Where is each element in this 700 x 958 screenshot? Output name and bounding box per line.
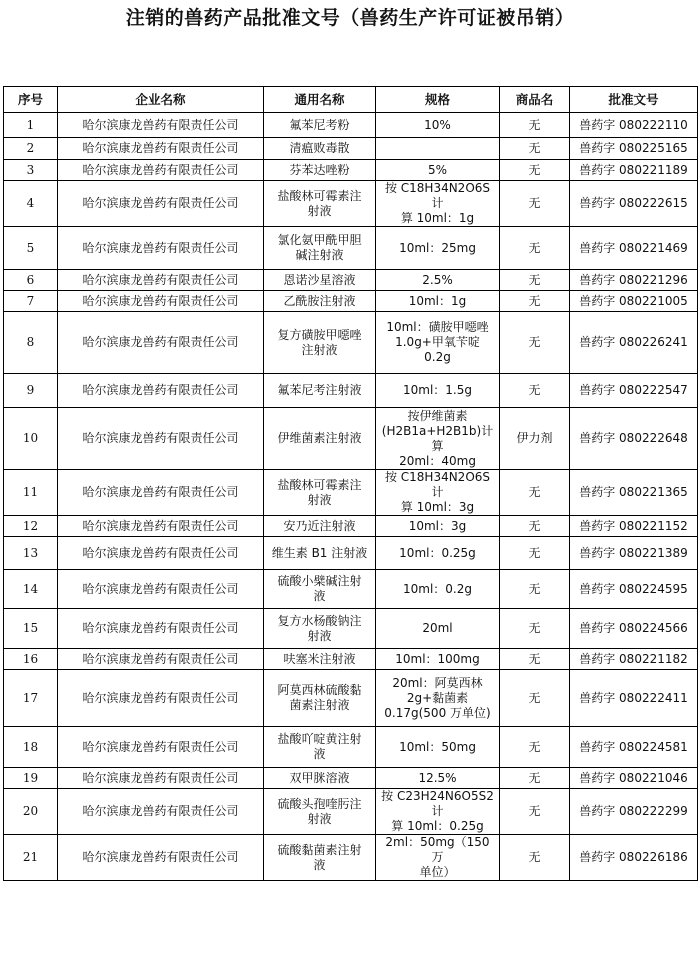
brand-name-cell: 无 — [500, 227, 570, 270]
brand-name-cell: 无 — [500, 670, 570, 727]
spec-cell — [376, 138, 500, 160]
row-number-cell: 5 — [4, 227, 58, 270]
approval-number-cell: 兽药字 080221182 — [570, 649, 698, 670]
approval-number-cell: 兽药字 080221046 — [570, 768, 698, 789]
generic-name-cell — [264, 570, 376, 609]
table-row — [4, 113, 698, 138]
table-row — [4, 789, 698, 835]
approval-number-cell: 兽药字 080221365 — [570, 470, 698, 516]
row-number-cell: 16 — [4, 649, 58, 670]
approval-number-cell: 兽药字 080224581 — [570, 727, 698, 768]
generic-name-cell — [264, 516, 376, 537]
brand-name-cell: 无 — [500, 727, 570, 768]
spec-cell-line: 10ml：0.25g — [399, 545, 476, 560]
header-company: 企业名称 — [58, 87, 264, 113]
approval-number-cell: 兽药字 080221389 — [570, 537, 698, 570]
brand-name-cell: 无 — [500, 160, 570, 181]
spec-cell-line: (H2B1a+H2B1b)计算 — [381, 423, 494, 453]
company-name-cell: 哈尔滨康龙兽药有限责任公司 — [58, 408, 264, 470]
generic-name-cell — [264, 291, 376, 312]
generic-name-cell — [264, 113, 376, 138]
company-name-cell: 哈尔滨康龙兽药有限责任公司 — [58, 270, 264, 291]
generic-name-cell — [264, 408, 376, 470]
generic-name-cell — [264, 670, 376, 727]
table-body — [4, 113, 698, 881]
spec-cell-line: 20ml：阿莫西林 — [392, 675, 483, 690]
spec-cell — [376, 181, 500, 227]
generic-name-cell-line: 射液 — [307, 811, 332, 826]
spec-cell — [376, 408, 500, 470]
spec-cell-line: 2.5% — [422, 272, 453, 287]
generic-name-cell — [264, 160, 376, 181]
company-name-cell: 哈尔滨康龙兽药有限责任公司 — [58, 374, 264, 408]
generic-name-cell-line: 盐酸林可霉素注 — [277, 477, 362, 492]
generic-name-cell-line: 复方磺胺甲噁唑 — [277, 327, 362, 342]
table-row — [4, 181, 698, 227]
generic-name-cell — [264, 470, 376, 516]
company-name-cell: 哈尔滨康龙兽药有限责任公司 — [58, 181, 264, 227]
header-approval-no: 批准文号 — [570, 87, 698, 113]
row-number-cell: 8 — [4, 312, 58, 374]
row-number-cell: 12 — [4, 516, 58, 537]
generic-name-cell-line: 清瘟败毒散 — [289, 141, 350, 155]
generic-name-cell-line: 射液 — [307, 203, 332, 218]
generic-name-cell-line: 液 — [313, 747, 326, 761]
company-name-cell: 哈尔滨康龙兽药有限责任公司 — [58, 570, 264, 609]
company-name-cell: 哈尔滨康龙兽药有限责任公司 — [58, 727, 264, 768]
generic-name-cell — [264, 138, 376, 160]
table-row — [4, 516, 698, 537]
company-name-cell: 哈尔滨康龙兽药有限责任公司 — [58, 138, 264, 160]
approval-number-cell: 兽药字 080222547 — [570, 374, 698, 408]
table-header-row — [4, 87, 698, 113]
spec-cell — [376, 374, 500, 408]
table-row — [4, 291, 698, 312]
approval-number-cell: 兽药字 080221005 — [570, 291, 698, 312]
spec-cell — [376, 270, 500, 291]
company-name-cell: 哈尔滨康龙兽药有限责任公司 — [58, 291, 264, 312]
generic-name-cell-line: 呋塞米注射液 — [283, 651, 356, 666]
generic-name-cell-line: 盐酸林可霉素注 — [277, 188, 362, 203]
brand-name-cell: 无 — [500, 789, 570, 835]
generic-name-cell-line: 液 — [313, 589, 326, 603]
company-name-cell: 哈尔滨康龙兽药有限责任公司 — [58, 768, 264, 789]
generic-name-cell-line: 氟苯尼考注射液 — [277, 383, 362, 397]
spec-cell — [376, 789, 500, 835]
row-number-cell: 18 — [4, 727, 58, 768]
approval-number-cell: 兽药字 080221469 — [570, 227, 698, 270]
generic-name-cell — [264, 835, 376, 881]
generic-name-cell-line: 射液 — [307, 492, 332, 507]
spec-cell-line: 0.17g(500 万单位) — [384, 705, 491, 720]
spec-cell-line: 按伊维菌素 — [407, 408, 468, 423]
generic-name-cell — [264, 270, 376, 291]
approval-number-cell: 兽药字 080222110 — [570, 113, 698, 138]
row-number-cell: 17 — [4, 670, 58, 727]
row-number-cell: 15 — [4, 609, 58, 649]
approval-number-cell: 兽药字 080221189 — [570, 160, 698, 181]
company-name-cell: 哈尔滨康龙兽药有限责任公司 — [58, 113, 264, 138]
company-name-cell: 哈尔滨康龙兽药有限责任公司 — [58, 312, 264, 374]
row-number-cell: 21 — [4, 835, 58, 881]
brand-name-cell: 无 — [500, 570, 570, 609]
row-number-cell: 14 — [4, 570, 58, 609]
approval-number-cell: 兽药字 080222615 — [570, 181, 698, 227]
row-number-cell: 1 — [4, 113, 58, 138]
spec-cell-line: 0.2g — [424, 350, 451, 364]
company-name-cell: 哈尔滨康龙兽药有限责任公司 — [58, 470, 264, 516]
spec-cell-line: 12.5% — [418, 770, 457, 785]
spec-cell — [376, 609, 500, 649]
table-row — [4, 768, 698, 789]
generic-name-cell-line: 复方水杨酸钠注 — [277, 613, 362, 628]
brand-name-cell: 无 — [500, 649, 570, 670]
spec-cell-line: 10% — [424, 117, 451, 132]
generic-name-cell — [264, 789, 376, 835]
generic-name-cell — [264, 609, 376, 649]
spec-cell-line: 20ml：40mg — [399, 453, 476, 468]
spec-cell-line: 按 C23H24N6O5S2 计 — [381, 789, 494, 818]
spec-cell-line: 10ml：3g — [408, 518, 467, 533]
brand-name-cell: 无 — [500, 138, 570, 160]
row-number-cell: 13 — [4, 537, 58, 570]
company-name-cell: 哈尔滨康龙兽药有限责任公司 — [58, 835, 264, 881]
spec-cell-line: 20ml — [422, 621, 453, 635]
brand-name-cell: 无 — [500, 113, 570, 138]
brand-name-cell: 无 — [500, 470, 570, 516]
generic-name-cell-line: 氟苯尼考粉 — [289, 117, 350, 132]
table-row — [4, 270, 698, 291]
generic-name-cell-line: 伊维菌素注射液 — [277, 431, 362, 445]
generic-name-cell-line: 盐酸吖啶黄注射 — [277, 732, 362, 746]
approval-number-cell: 兽药字 080222299 — [570, 789, 698, 835]
spec-cell-line: 5% — [427, 162, 448, 177]
row-number-cell: 3 — [4, 160, 58, 181]
spec-cell — [376, 649, 500, 670]
approval-number-cell: 兽药字 080226241 — [570, 312, 698, 374]
brand-name-cell: 无 — [500, 270, 570, 291]
table-row — [4, 227, 698, 270]
header-brand: 商品名 — [500, 87, 570, 113]
generic-name-cell-line: 芬苯达唑粉 — [289, 162, 350, 177]
spec-cell-line: 10ml：0.2g — [403, 581, 472, 596]
row-number-cell: 7 — [4, 291, 58, 312]
row-number-cell: 20 — [4, 789, 58, 835]
generic-name-cell-line: 恩诺沙星溶液 — [283, 272, 356, 287]
brand-name-cell: 无 — [500, 768, 570, 789]
generic-name-cell — [264, 374, 376, 408]
generic-name-cell — [264, 312, 376, 374]
spec-cell-line: 10ml：100mg — [395, 651, 480, 666]
generic-name-cell-line: 注射液 — [301, 342, 338, 357]
approval-number-cell: 兽药字 080224566 — [570, 609, 698, 649]
header-generic-name: 通用名称 — [264, 87, 376, 113]
generic-name-cell-line: 菌素注射液 — [289, 698, 350, 712]
spec-cell — [376, 727, 500, 768]
approval-number-cell: 兽药字 080222411 — [570, 670, 698, 727]
generic-name-cell — [264, 768, 376, 789]
table-row — [4, 835, 698, 881]
spec-cell — [376, 768, 500, 789]
approval-number-cell: 兽药字 080224595 — [570, 570, 698, 609]
company-name-cell: 哈尔滨康龙兽药有限责任公司 — [58, 649, 264, 670]
spec-cell-line: 按 C18H34N2O6S 计 — [384, 181, 491, 210]
generic-name-cell-line: 碱注射液 — [295, 248, 344, 262]
spec-cell — [376, 516, 500, 537]
brand-name-cell: 无 — [500, 516, 570, 537]
row-number-cell: 10 — [4, 408, 58, 470]
spec-cell-line: 按 C18H34N2O6S 计 — [384, 470, 491, 499]
spec-cell-line: 算 10ml：1g — [400, 211, 475, 225]
brand-name-cell: 无 — [500, 291, 570, 312]
approval-number-cell: 兽药字 080226186 — [570, 835, 698, 881]
table-row — [4, 374, 698, 408]
approval-number-cell: 兽药字 080222648 — [570, 408, 698, 470]
brand-name-cell: 无 — [500, 374, 570, 408]
row-number-cell: 11 — [4, 470, 58, 516]
brand-name-cell: 伊力剂 — [500, 408, 570, 470]
brand-name-cell: 无 — [500, 609, 570, 649]
generic-name-cell-line: 氯化氨甲酰甲胆 — [277, 233, 362, 247]
spec-cell-line: 2g+黏菌素 — [406, 690, 469, 705]
table-row — [4, 138, 698, 160]
spec-cell — [376, 835, 500, 881]
generic-name-cell-line: 硫酸黏菌素注射 — [277, 842, 362, 857]
generic-name-cell-line: 安乃近注射液 — [283, 518, 356, 533]
table-row — [4, 470, 698, 516]
spec-cell-line: 算 10ml：3g — [400, 500, 475, 514]
generic-name-cell-line: 维生素 B1 注射液 — [271, 545, 368, 560]
table-row — [4, 670, 698, 727]
table-row — [4, 312, 698, 374]
row-number-cell: 4 — [4, 181, 58, 227]
brand-name-cell: 无 — [500, 537, 570, 570]
spec-cell-line: 算 10ml：0.25g — [391, 819, 484, 833]
brand-name-cell: 无 — [500, 835, 570, 881]
row-number-cell: 9 — [4, 374, 58, 408]
brand-name-cell: 无 — [500, 181, 570, 227]
spec-cell — [376, 113, 500, 138]
generic-name-cell — [264, 537, 376, 570]
table-row — [4, 537, 698, 570]
row-number-cell: 19 — [4, 768, 58, 789]
table-row — [4, 160, 698, 181]
spec-cell-line: 10ml：1g — [408, 293, 467, 308]
company-name-cell: 哈尔滨康龙兽药有限责任公司 — [58, 160, 264, 181]
approval-number-cell: 兽药字 080221152 — [570, 516, 698, 537]
generic-name-cell — [264, 649, 376, 670]
generic-name-cell — [264, 727, 376, 768]
row-number-cell: 6 — [4, 270, 58, 291]
spec-cell-line: 10ml：1.5g — [403, 383, 472, 397]
table-row — [4, 408, 698, 470]
generic-name-cell-line: 阿莫西林硫酸黏 — [277, 683, 362, 697]
page-title: 注销的兽药产品批准文号（兽药生产许可证被吊销） — [125, 7, 575, 29]
spec-cell-line: 10ml：50mg — [399, 739, 476, 754]
spec-cell-line: 2ml：50mg（150 万 — [385, 835, 490, 864]
spec-cell — [376, 227, 500, 270]
spec-cell-line: 10ml：磺胺甲噁唑 — [386, 320, 489, 334]
generic-name-cell-line: 液 — [313, 857, 326, 872]
spec-cell — [376, 670, 500, 727]
company-name-cell: 哈尔滨康龙兽药有限责任公司 — [58, 227, 264, 270]
generic-name-cell — [264, 227, 376, 270]
company-name-cell: 哈尔滨康龙兽药有限责任公司 — [58, 516, 264, 537]
spec-cell — [376, 312, 500, 374]
table-row — [4, 570, 698, 609]
table-row — [4, 649, 698, 670]
generic-name-cell-line: 乙酰胺注射液 — [283, 293, 356, 308]
spec-cell — [376, 537, 500, 570]
approval-number-cell: 兽药字 080221296 — [570, 270, 698, 291]
spec-cell — [376, 570, 500, 609]
generic-name-cell-line: 硫酸头孢喹肟注 — [277, 796, 362, 811]
generic-name-cell — [264, 181, 376, 227]
spec-cell — [376, 291, 500, 312]
generic-name-cell-line: 双甲脒溶液 — [289, 770, 350, 785]
approval-table — [3, 86, 698, 881]
company-name-cell: 哈尔滨康龙兽药有限责任公司 — [58, 789, 264, 835]
spec-cell — [376, 470, 500, 516]
company-name-cell: 哈尔滨康龙兽药有限责任公司 — [58, 670, 264, 727]
spec-cell-line: 10ml：25mg — [399, 240, 476, 255]
approval-number-cell: 兽药字 080225165 — [570, 138, 698, 160]
table-row — [4, 727, 698, 768]
company-name-cell: 哈尔滨康龙兽药有限责任公司 — [58, 609, 264, 649]
table-row — [4, 609, 698, 649]
company-name-cell: 哈尔滨康龙兽药有限责任公司 — [58, 537, 264, 570]
generic-name-cell-line: 硫酸小檗碱注射 — [277, 574, 362, 588]
spec-cell — [376, 160, 500, 181]
generic-name-cell-line: 射液 — [307, 628, 332, 643]
spec-cell-line: 单位） — [419, 865, 456, 879]
brand-name-cell: 无 — [500, 312, 570, 374]
spec-cell-line: 1.0g+甲氧苄啶 — [395, 335, 480, 349]
header-no: 序号 — [4, 87, 58, 113]
header-spec: 规格 — [376, 87, 500, 113]
row-number-cell: 2 — [4, 138, 58, 160]
